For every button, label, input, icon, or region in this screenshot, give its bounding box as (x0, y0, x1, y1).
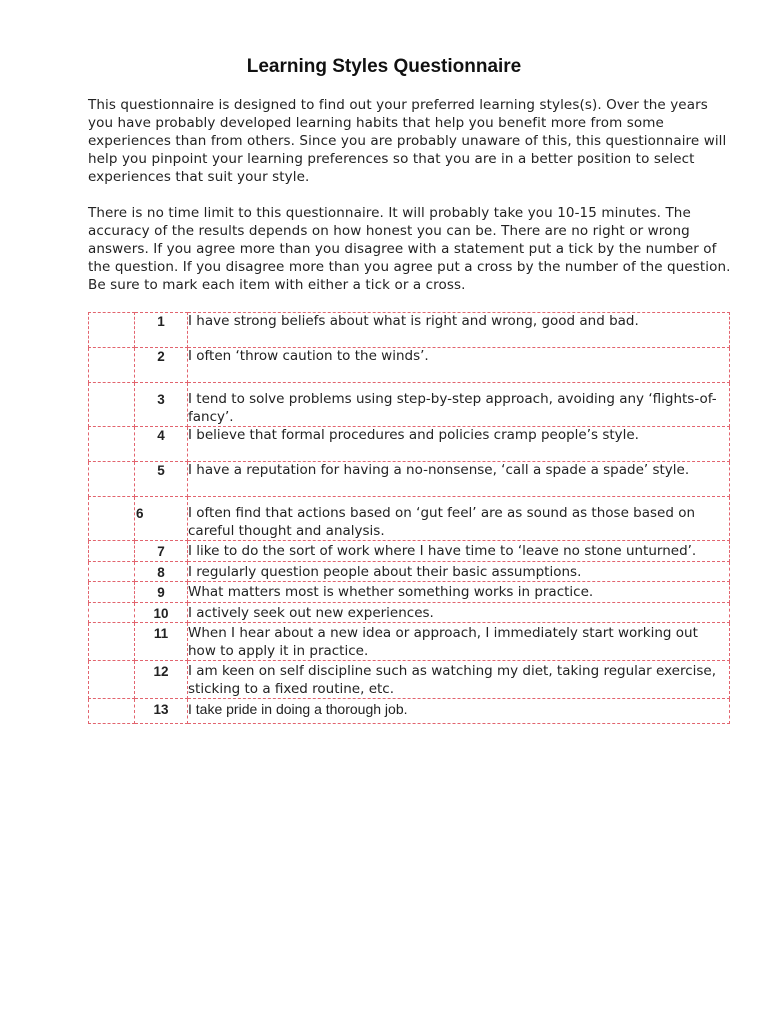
question-text: I often ‘throw caution to the winds’. (188, 348, 730, 383)
question-text: What matters most is whether something works in practice. (188, 582, 730, 603)
question-number: 6 (135, 497, 188, 541)
answer-mark-cell[interactable] (89, 699, 135, 724)
question-row (89, 541, 730, 562)
question-row (89, 582, 730, 603)
answer-mark-cell[interactable] (89, 313, 135, 348)
question-row (89, 427, 730, 462)
intro-paragraph-1: This questionnaire is designed to find out your preferred learning styles(s). Over the years you have probably developed learning habits that help you benefit more from some experiences than from others. Since you are probably unaware of this, this questionnaire will help you pinpoint your learning preferences so that you are in a better position to select experiences that suit your style. (88, 97, 727, 185)
question-row (89, 497, 730, 541)
question-text: I often find that actions based on ‘gut feel’ are as sound as those based on careful thought and analysis. (188, 497, 730, 541)
question-number: 9 (135, 582, 188, 603)
answer-mark-cell[interactable] (89, 661, 135, 699)
question-number: 7 (135, 541, 188, 562)
answer-mark-cell[interactable] (89, 427, 135, 462)
question-text: I tend to solve problems using step-by-step approach, avoiding any ‘flights-of-fancy’. (188, 383, 730, 427)
question-number: 2 (135, 348, 188, 383)
question-row (89, 699, 730, 724)
answer-mark-cell[interactable] (89, 602, 135, 623)
questionnaire-table (88, 312, 730, 724)
question-text: I actively seek out new experiences. (188, 602, 730, 623)
question-number: 13 (135, 699, 188, 724)
question-number: 5 (135, 462, 188, 497)
question-number: 3 (135, 383, 188, 427)
question-number: 1 (135, 313, 188, 348)
answer-mark-cell[interactable] (89, 497, 135, 541)
question-number: 11 (135, 623, 188, 661)
question-text: I like to do the sort of work where I have time to ‘leave no stone unturned’. (188, 541, 730, 562)
question-text: I regularly question people about their basic assumptions. (188, 561, 730, 582)
question-row (89, 313, 730, 348)
question-row (89, 462, 730, 497)
answer-mark-cell[interactable] (89, 383, 135, 427)
answer-mark-cell[interactable] (89, 582, 135, 603)
answer-mark-cell[interactable] (89, 348, 135, 383)
answer-mark-cell[interactable] (89, 561, 135, 582)
question-row (89, 602, 730, 623)
intro-paragraph-2: There is no time limit to this questionnaire. It will probably take you 10-15 minutes. The accuracy of the results depends on how honest you can be. There are no right or wrong answers. If you agree more than you disagree with a statement put a tick by the number of the question. If you disagree more than you agree put a cross by the number of the question. Be sure to mark each item with either a tick or a cross. (88, 205, 731, 293)
question-text: I have a reputation for having a no-nonsense, ‘call a spade a spade’ style. (188, 462, 730, 497)
question-text: I have strong beliefs about what is right and wrong, good and bad. (188, 313, 730, 348)
question-row (89, 661, 730, 699)
page-title: Learning Styles Questionnaire (246, 56, 522, 77)
question-text: I am keen on self discipline such as watching my diet, taking regular exercise, sticking to a fixed routine, etc. (188, 661, 730, 699)
question-number: 4 (135, 427, 188, 462)
answer-mark-cell[interactable] (89, 541, 135, 562)
question-row (89, 348, 730, 383)
question-text: I believe that formal procedures and policies cramp people’s style. (188, 427, 730, 462)
question-text: When I hear about a new idea or approach, I immediately start working out how to apply it in practice. (188, 623, 730, 661)
answer-mark-cell[interactable] (89, 623, 135, 661)
answer-mark-cell[interactable] (89, 462, 135, 497)
question-number: 8 (135, 561, 188, 582)
question-text: I take pride in doing a thorough job. (188, 699, 730, 724)
question-row (89, 383, 730, 427)
question-row (89, 561, 730, 582)
question-number: 10 (135, 602, 188, 623)
question-number: 12 (135, 661, 188, 699)
question-row (89, 623, 730, 661)
